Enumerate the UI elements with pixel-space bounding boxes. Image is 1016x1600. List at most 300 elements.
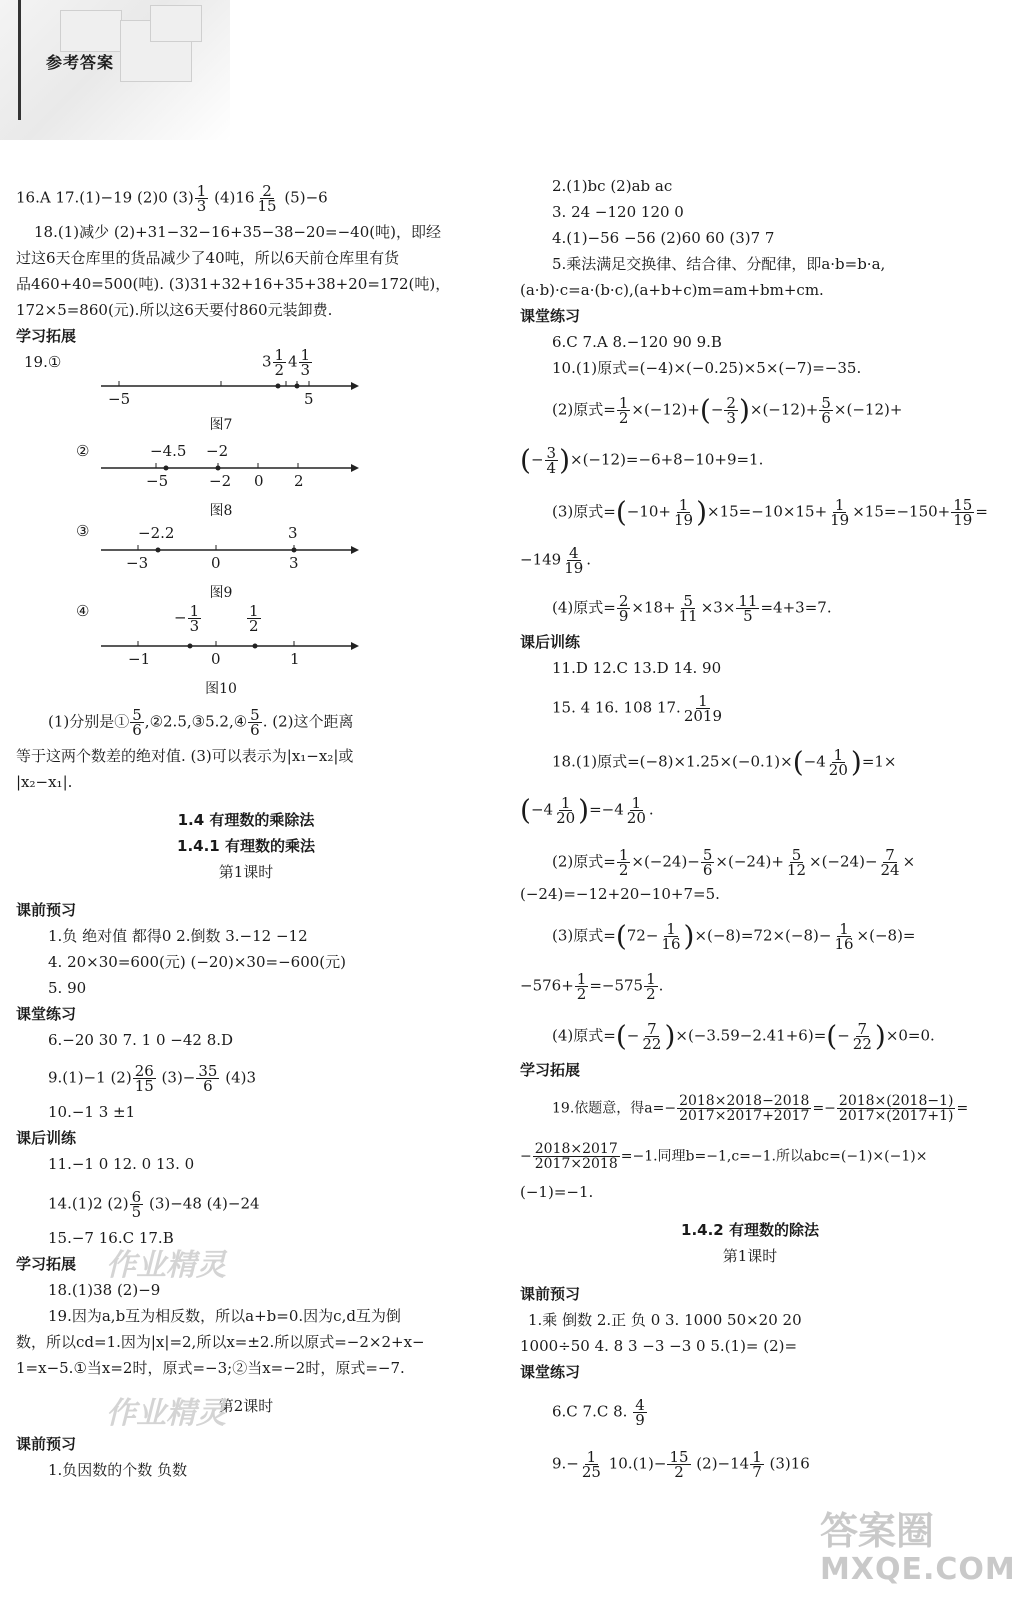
header-decoration [0,0,230,140]
denominator: 24 [880,861,900,879]
answer-line [48,708,354,737]
text: − [626,1026,640,1045]
answer-line: 10.−1 3 ±1 [48,1103,136,1121]
whole-part: 3 [262,352,272,371]
numerator: 1 [646,970,656,988]
fraction [633,1398,647,1427]
fraction [617,396,631,425]
fraction [248,708,262,737]
lesson-title: 第1课时 [218,863,274,881]
paren: ) [559,443,570,477]
point-marker [156,548,161,553]
fraction [299,348,313,377]
tick-label: 3 [289,554,299,572]
fraction [196,1064,219,1093]
fraction [562,546,585,575]
answer-line [552,745,897,779]
numerator: 6 [131,1188,142,1206]
text: −4 [530,800,554,819]
denominator: 2 [646,985,656,1003]
answer-line: 1.负因数的个数 负数 [48,1461,188,1479]
numerator: 15 [953,496,973,514]
sign: − [174,608,187,627]
text: ×3× [700,598,736,617]
text: ×18+ [631,598,676,617]
denominator: 2 [618,861,629,879]
fraction [133,1064,156,1093]
section-heading: 学习拓展 [520,1061,581,1079]
denominator: 9 [618,607,629,625]
denominator: 5 [743,607,753,625]
numerator: 2018×2018−2018 [679,1093,810,1109]
numerator: 7 [647,1020,657,1038]
fraction [701,848,715,877]
numerator: 1 [618,394,629,412]
paren: ( [826,1019,838,1053]
text: 19.依题意，得a=− [552,1100,677,1117]
fraction [832,922,855,951]
answer-line [16,184,328,213]
number-line-figure-7 [16,346,476,433]
answer-line [552,594,832,623]
paren: ) [738,393,750,427]
figure-caption: 图8 [209,503,233,519]
text: ×15=−150+ [852,502,951,521]
answer-line: 数，所以cd=1.因为|x|=2,所以x=±2.所以原式=−2×2+x− [16,1333,425,1351]
part-marker: ④ [76,602,90,620]
fraction [195,184,209,213]
text: ×(−8)=72×(−8)− [694,926,832,945]
numerator: 35 [198,1062,218,1080]
text: (2)原式= [552,852,616,871]
fraction [951,498,974,527]
denominator: 15 [257,197,277,215]
point-label: −2.2 [138,524,175,542]
text: (4)原式= [552,598,616,617]
section-heading: 课堂练习 [16,1005,77,1023]
denominator: 16 [834,935,854,953]
axis-arrow [351,642,359,650]
paren: ( [792,745,804,779]
text: =4+3=7. [760,598,832,617]
text: (3)原式= [552,926,616,945]
answer-line: (−1)=−1. [520,1183,594,1201]
text: −4 [803,752,826,771]
text: ×(−8)= [856,926,916,945]
point-marker [292,548,297,553]
answer-line: 品460+40=500(吨). (3)31+32+16+35+38+20=172(吨)， [16,275,451,293]
text: ×(−12)+ [631,400,700,419]
fraction [617,848,631,877]
text: − [837,1026,850,1045]
answer-line [520,972,663,1001]
text: =−575 [589,976,644,995]
text: (3)原式= [552,502,616,521]
denominator: 19 [830,511,850,529]
text: = [975,502,988,521]
fraction [545,446,559,475]
denominator: 2 [274,361,285,379]
part-marker: ③ [76,522,90,540]
text: 9.(1)−1 (2) [48,1068,132,1087]
fraction [130,1190,144,1219]
fraction [724,396,738,425]
text: (3)16 [764,1454,810,1473]
numerator: 5 [821,394,831,412]
point-marker [253,644,258,649]
text: (3)−48 (4)−24 [144,1194,260,1213]
answer-line: 2.(1)bc (2)ab ac [552,177,673,195]
section-heading: 课前预习 [520,1285,581,1303]
answer-line [552,848,915,877]
text: ×0=0. [885,1026,935,1045]
answer-line [552,1019,935,1053]
text: −10+ [626,502,671,521]
numerator: 1 [678,496,689,514]
denominator: 4 [546,459,557,477]
answer-line: 1.乘 倒数 2.正 负 0 3. 1000 50×20 20 [528,1311,802,1329]
fraction [879,848,902,877]
decor-cube [150,5,202,42]
text: 10.(1)− [603,1454,667,1473]
denominator: 6 [132,721,142,739]
denominator: 6 [821,409,831,427]
text: ×(−12)=−6+8−10+9=1. [570,450,764,469]
denominator: 20 [828,761,848,779]
fraction [273,348,287,377]
text: =−1.同理b=−1,c=−1.所以abc=(−1)×(−1)× [620,1148,928,1165]
fraction [247,604,261,633]
denominator: 20 [626,809,646,827]
answer-line: 6.C 7.A 8.−120 90 9.B [552,333,722,351]
figure-caption: 图9 [209,585,233,601]
text: . (2)这个距离 [262,712,354,731]
answer-line [520,443,764,477]
text: ×(−24)− [631,852,700,871]
answer-line: 1000÷50 4. 8 3 −3 −3 0 5.(1)= (2)= [520,1337,798,1355]
numerator: 1 [834,496,845,514]
answer-line: 19.因为a,b互为相反数，所以a+b=0.因为c,d互为倒 [48,1307,401,1325]
section-heading: 课后训练 [16,1129,77,1147]
paren: ( [520,443,531,477]
point-label: −2 [206,442,229,460]
section-heading: 课前预习 [16,901,77,919]
fraction [828,498,851,527]
part-marker: ② [76,442,90,460]
answer-line [520,793,654,827]
text: ,②2.5,③5.2,④ [144,712,248,731]
numerator: 1 [196,182,207,200]
paren: ( [615,1019,627,1053]
answer-line: 5.乘法满足交换律、结合律、分配律，即a·b=b·a, [552,255,886,273]
whole-part: 4 [288,352,298,371]
numerator: 3 [546,444,557,462]
numerator: 5 [132,706,142,724]
paren: ) [874,1019,886,1053]
text: =− [812,1100,836,1117]
numerator: 1 [586,1448,597,1466]
denominator: 6 [203,1077,213,1095]
numerator: 4 [568,544,579,562]
denominator: 3 [300,361,311,379]
denominator: 2 [249,617,259,635]
numerator: 1 [274,346,285,364]
numerator: 1 [666,920,676,938]
section-heading: 课堂练习 [520,307,581,325]
denominator: 3 [196,197,207,215]
section-title: 1.4 有理数的乘除法 [177,811,315,829]
tick-label: −5 [108,390,131,408]
text: (2)原式= [552,400,616,419]
text: (2)−14 [691,1454,750,1473]
denominator: 2017×(2017+1) [838,1108,954,1124]
lesson-title: 第1课时 [722,1247,778,1265]
numerator: 1 [618,846,629,864]
numerator: 15 [669,1448,689,1466]
denominator: 6 [250,721,260,739]
fraction [736,594,759,623]
fraction [837,1094,956,1123]
answer-line: (−24)=−12+20−10+7=5. [520,885,720,903]
fraction [580,1450,603,1479]
answer-line: 11.D 12.C 13.D 14. 90 [552,659,722,677]
denominator: 2 [674,1463,684,1481]
numerator: 1 [189,602,200,620]
fraction [255,184,278,213]
paren: ( [615,495,627,529]
point-marker [295,384,300,389]
answer-line: |x₂−x₁|. [16,773,73,791]
denominator: 9 [635,1411,645,1429]
fraction [554,796,577,825]
denominator: 2019 [683,707,722,725]
answer-line [552,1450,810,1479]
denominator: 2017×2017+2017 [679,1108,810,1124]
section-heading: 学习拓展 [16,1255,77,1273]
answer-line: 18.(1)减少 (2)+31−32−16+35−38−20=−40(吨)，即经 [34,223,441,241]
answer-line: 11.−1 0 12. 0 13. 0 [48,1155,195,1173]
fraction [672,498,695,527]
point-marker [276,384,281,389]
denominator: 19 [674,511,694,529]
section-heading: 课堂练习 [520,1363,581,1381]
number-line-9-svg [16,520,476,580]
text: (4)原式= [552,1026,616,1045]
answer-line [552,694,725,723]
numerator: 1 [300,346,311,364]
text: − [710,400,724,419]
point-marker [216,466,221,471]
tick-label: 0 [211,650,221,668]
fraction [640,1022,663,1051]
number-line-figure-10 [16,600,476,700]
answer-line [552,393,903,427]
text: ×15=−10×15+ [707,502,828,521]
answer-line: (a·b)·c=a·(b·c),(a+b+c)m=am+bm+cm. [520,281,824,299]
answer-line: 1=x−5.①当x=2时，原式=−3;②当x=−2时，原式=−7. [16,1359,405,1377]
numerator: 7 [857,1020,868,1038]
tick-label: 5 [304,390,314,408]
numerator: 1 [249,602,259,620]
denominator: 19 [564,559,584,577]
answer-line: 15.−7 16.C 17.B [48,1229,174,1247]
paren: ( [699,393,711,427]
fraction [750,1450,764,1479]
tick-label: −2 [209,472,232,490]
answer-line: 等于这两个数差的绝对值. (3)可以表示为|x₁−x₂|或 [16,747,354,765]
point-label [288,348,313,377]
numerator: 2 [726,394,736,412]
answer-line [520,1142,927,1171]
answer-line [552,1094,968,1123]
text: − [530,450,544,469]
denominator: 5 [131,1203,142,1221]
numerator: 1 [560,794,571,812]
section-heading: 课前预习 [16,1435,77,1453]
point-label: −4.5 [150,442,187,460]
denominator: 2017×2018 [534,1156,618,1172]
tick-label: 0 [254,472,264,490]
point-label [174,604,202,633]
denominator: 20 [556,809,576,827]
text: ×(−12)+ [833,400,903,419]
numerator: 11 [738,592,758,610]
denominator: 2 [576,985,587,1003]
text: ×(−3.59−2.41+6)= [675,1026,827,1045]
denominator: 3 [726,409,736,427]
fraction [819,396,833,425]
answer-line: 172×5=860(元).所以这6天要付860元装卸费. [16,301,333,319]
tick-label: −1 [128,650,151,668]
tick-label: −3 [126,554,149,572]
figure-caption: 图10 [205,681,237,697]
text: =1× [861,752,897,771]
section-heading: 课后训练 [520,633,581,651]
text: 6.C 7.C 8. [552,1402,633,1421]
watermark-logo: 答案圈 [820,1509,935,1553]
numerator: 2 [262,182,272,200]
watermark: 作业精灵 [106,1248,226,1283]
fraction [188,604,202,633]
text: − [520,1148,532,1165]
fraction [667,1450,690,1479]
axis-arrow [351,382,359,390]
numerator: 5 [683,592,693,610]
text: −149 [520,550,562,569]
numerator: 1 [839,920,849,938]
numerator: 7 [885,846,895,864]
text: 16.A 17.(1)−19 (2)0 (3) [16,188,194,207]
text: ×(−24)+ [715,852,784,871]
numerator: 5 [791,846,802,864]
numerator: 1 [833,746,844,764]
number-line-figure-8 [16,438,476,518]
section-heading: 学习拓展 [16,327,77,345]
text: 72− [626,926,659,945]
denominator: 22 [642,1035,662,1053]
denominator: 2 [618,409,629,427]
numerator: 1 [576,970,587,988]
numerator: 2018×2017 [534,1141,618,1157]
answer-line: 18.(1)38 (2)−9 [48,1281,161,1299]
denominator: 19 [953,511,973,529]
answer-line: 4.(1)−56 −56 (2)60 60 (3)7 7 [552,229,775,247]
numerator: 2018×(2018−1) [838,1093,954,1109]
text: 9.− [552,1454,579,1473]
text: 18.(1)原式=(−8)×1.25×(−0.1)× [552,752,793,771]
paren: ) [683,919,695,953]
text: = [956,1100,969,1117]
numerator: 4 [635,1396,645,1414]
answer-line: 4. 20×30=600(元) (−20)×30=−600(元) [48,953,346,971]
paren: ) [696,495,708,529]
fraction [851,1022,874,1051]
text: . [586,550,592,569]
axis-arrow [351,464,359,472]
point-label [246,604,262,633]
tick-label: −5 [146,472,169,490]
paren: ) [664,1019,676,1053]
number-line-8-svg [16,438,476,498]
number-line-figure-9 [16,520,476,600]
denominator: 22 [852,1035,872,1053]
fraction [677,1094,811,1123]
answer-line [552,495,988,529]
text: (3)− [156,1068,196,1087]
numerator: 5 [702,846,713,864]
answer-line: 5. 90 [48,979,87,997]
text: −576+ [520,976,574,995]
paren: ) [578,793,590,827]
denominator: 25 [581,1463,601,1481]
answer-line: 过这6天仓库里的货品减少了40吨，所以6天前仓库里有货 [16,249,400,267]
answer-line: 10.(1)原式=(−4)×(−0.25)×5×(−7)=−35. [552,359,862,377]
denominator: 15 [134,1077,154,1095]
text: . [648,800,654,819]
text: (4)3 [220,1068,257,1087]
answer-line: 6.−20 30 7. 1 0 −42 8.D [48,1031,234,1049]
paren: ( [520,793,531,827]
fraction [677,594,700,623]
answer-line [552,1398,648,1427]
paren: ( [615,919,627,953]
subsection-title: 1.4.2 有理数的除法 [681,1221,819,1239]
fraction [533,1142,620,1171]
watermark: 作业精灵 [106,1396,226,1431]
denominator: 16 [661,935,681,953]
fraction [130,708,144,737]
number-line-7-svg [16,348,476,408]
fraction [682,694,724,723]
numerator: 1 [752,1448,762,1466]
answer-line: 1.负 绝对值 都得0 2.倒数 3.−12 −12 [48,927,308,945]
point-marker [188,644,193,649]
denominator: 12 [786,861,807,879]
axis-arrow [351,546,359,554]
fraction [827,748,850,777]
denominator: 6 [702,861,713,879]
text: 14.(1)2 (2) [48,1194,129,1213]
text: . [658,976,664,995]
answer-line [520,546,591,575]
page-header-title: 参考答案 [46,53,115,72]
tick-label: 2 [294,472,304,490]
lesson-title: 第2课时 [218,1397,274,1415]
subsection-title: 1.4.1 有理数的乘法 [177,837,315,855]
fraction [644,972,658,1001]
numerator: 1 [631,794,642,812]
denominator: 7 [752,1463,762,1481]
